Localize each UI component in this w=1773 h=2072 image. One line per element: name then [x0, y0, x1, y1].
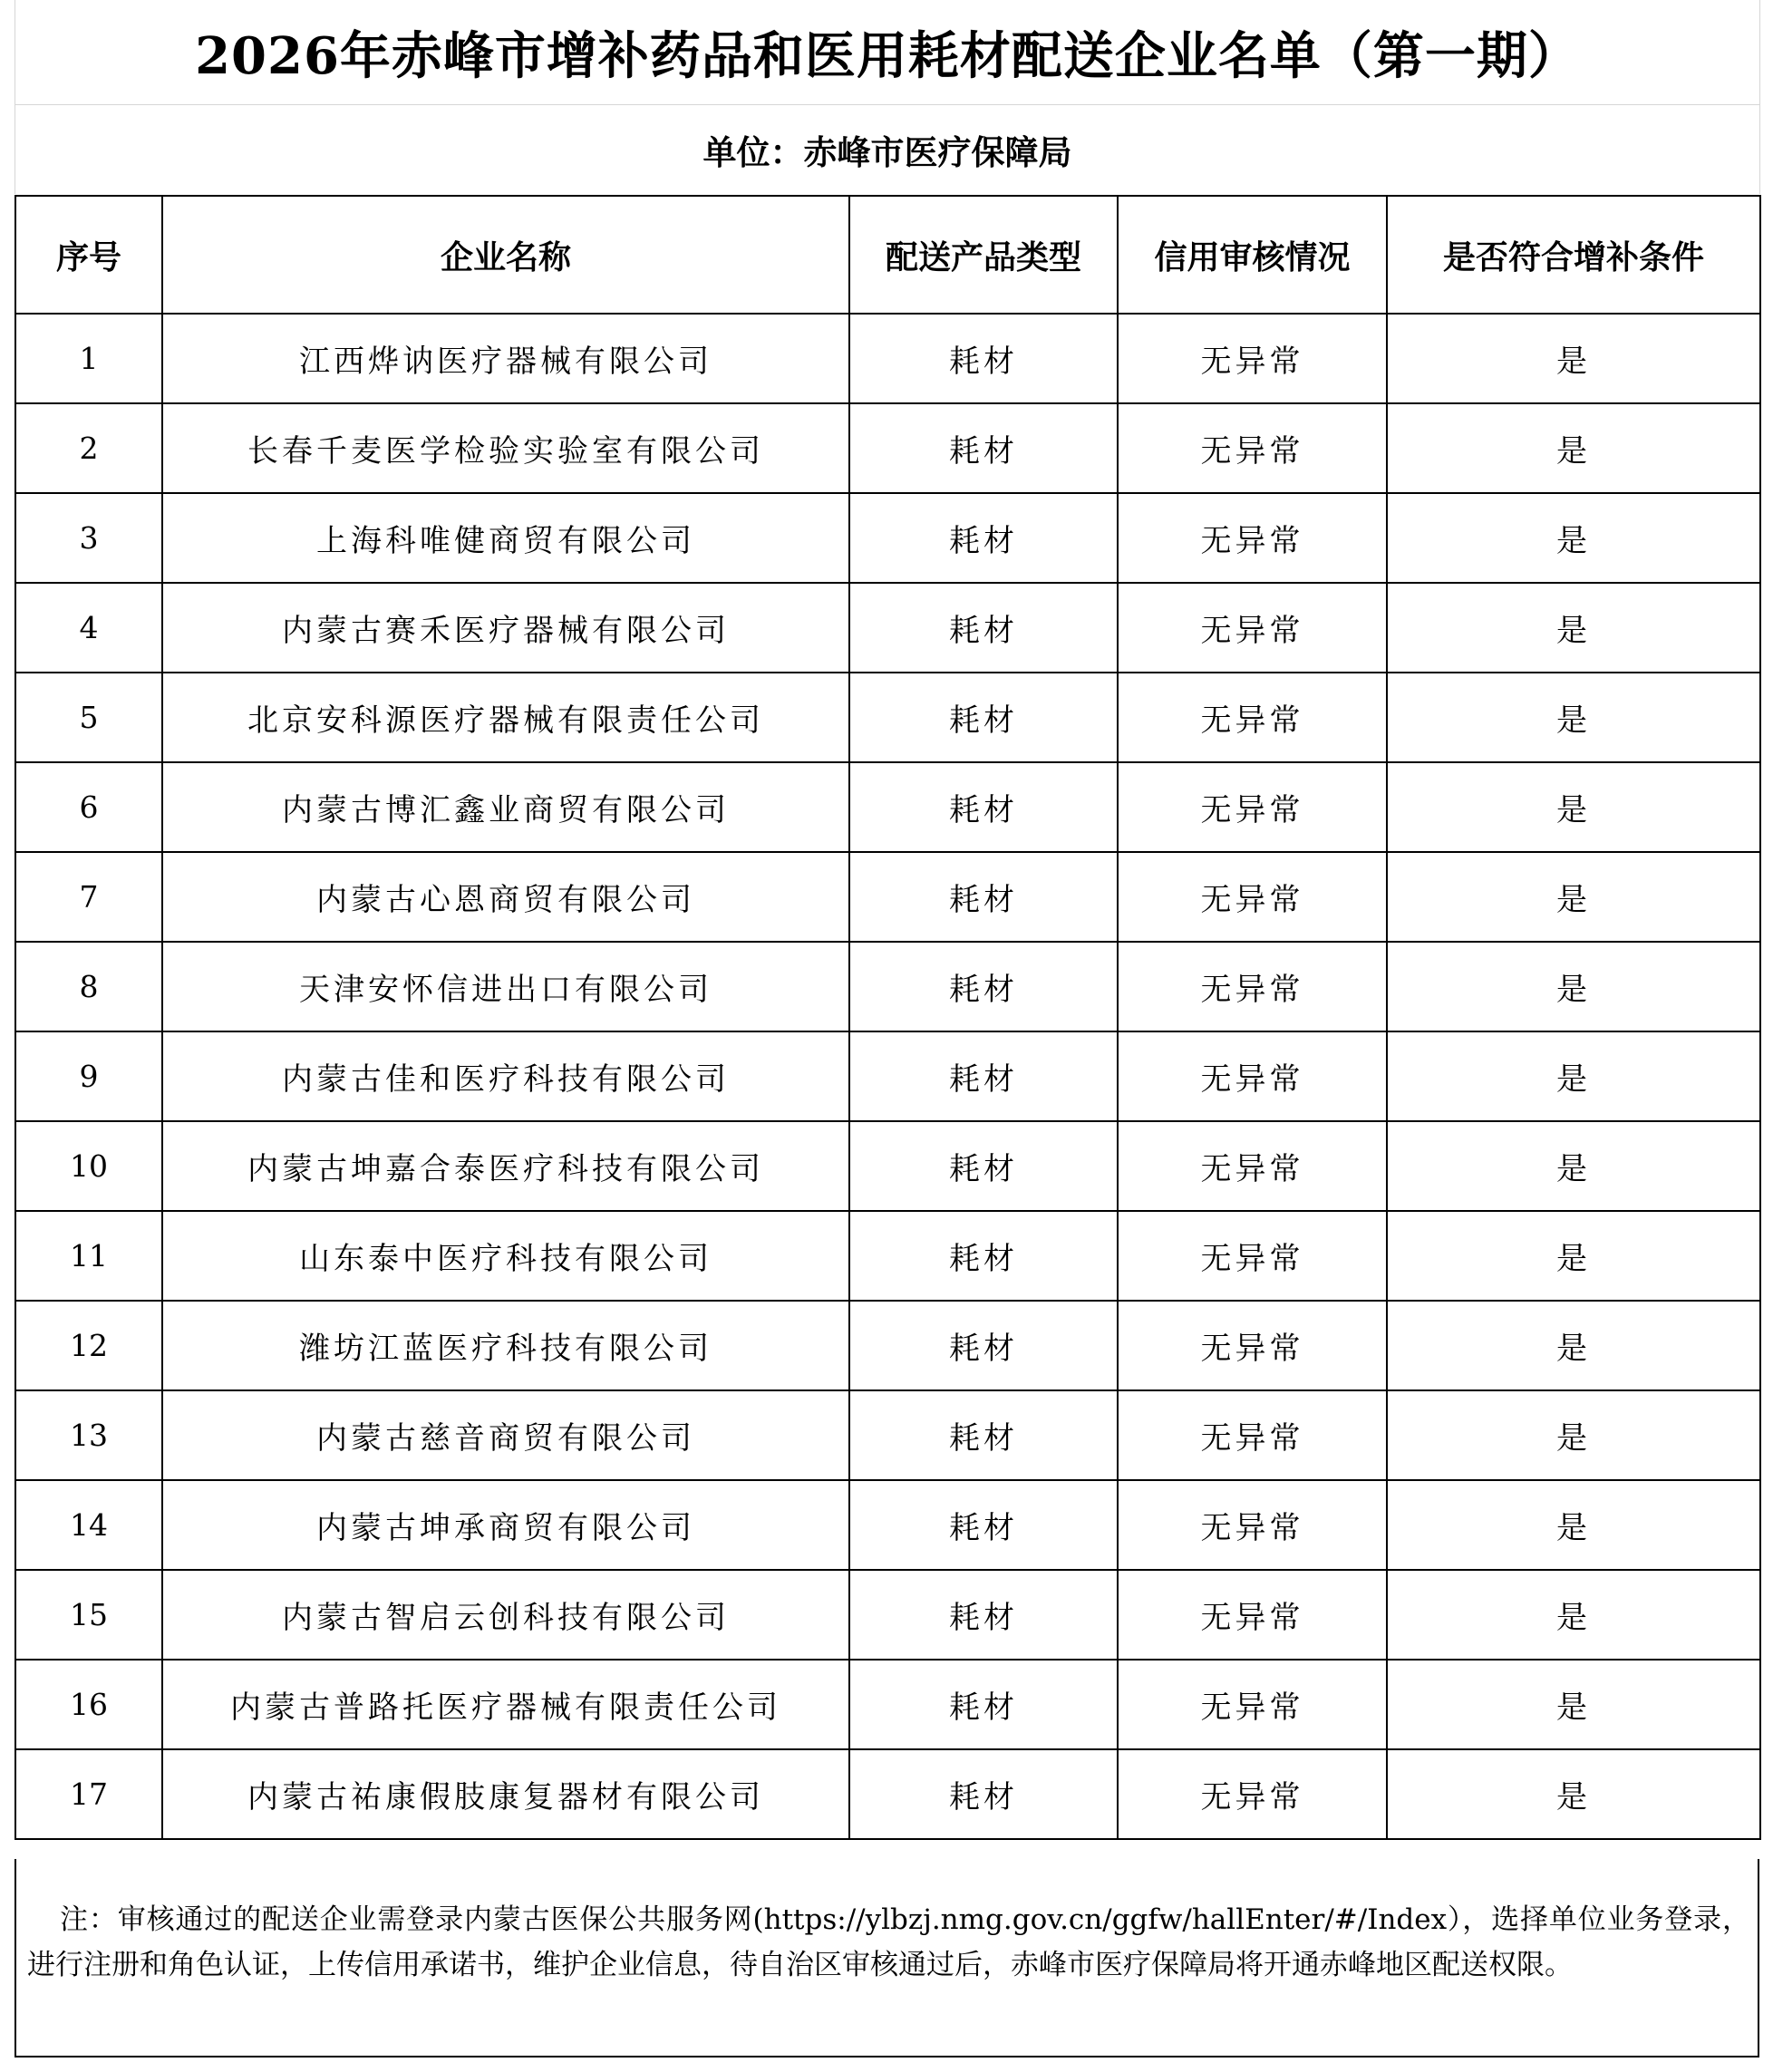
cell-product-type: 耗材 — [849, 1390, 1118, 1480]
cell-enterprise-name: 山东泰中医疗科技有限公司 — [162, 1211, 849, 1301]
cell-serial-number: 13 — [15, 1390, 162, 1480]
cell-eligibility: 是 — [1387, 1480, 1760, 1570]
cell-eligibility: 是 — [1387, 1211, 1760, 1301]
cell-eligibility: 是 — [1387, 583, 1760, 673]
cell-credit-review: 无异常 — [1118, 1031, 1387, 1121]
cell-enterprise-name: 江西烨讷医疗器械有限公司 — [162, 314, 849, 403]
header-product-type: 配送产品类型 — [849, 196, 1118, 314]
header-enterprise-name: 企业名称 — [162, 196, 849, 314]
cell-enterprise-name: 内蒙古坤嘉合泰医疗科技有限公司 — [162, 1121, 849, 1211]
cell-credit-review: 无异常 — [1118, 1301, 1387, 1390]
cell-serial-number: 15 — [15, 1570, 162, 1660]
cell-eligibility: 是 — [1387, 1660, 1760, 1749]
cell-serial-number: 2 — [15, 403, 162, 493]
cell-eligibility: 是 — [1387, 403, 1760, 493]
cell-enterprise-name: 内蒙古佳和医疗科技有限公司 — [162, 1031, 849, 1121]
cell-enterprise-name: 内蒙古赛禾医疗器械有限公司 — [162, 583, 849, 673]
table-row — [15, 1031, 1760, 1121]
cell-product-type: 耗材 — [849, 1660, 1118, 1749]
cell-credit-review: 无异常 — [1118, 583, 1387, 673]
cell-eligibility: 是 — [1387, 1749, 1760, 1839]
cell-eligibility: 是 — [1387, 673, 1760, 762]
cell-credit-review: 无异常 — [1118, 1660, 1387, 1749]
cell-eligibility: 是 — [1387, 1301, 1760, 1390]
cell-serial-number: 10 — [15, 1121, 162, 1211]
cell-eligibility: 是 — [1387, 852, 1760, 942]
cell-enterprise-name: 上海科唯健商贸有限公司 — [162, 493, 849, 583]
cell-credit-review: 无异常 — [1118, 852, 1387, 942]
table-row — [15, 1390, 1760, 1480]
table-row — [15, 673, 1760, 762]
cell-enterprise-name: 内蒙古祐康假肢康复器材有限公司 — [162, 1749, 849, 1839]
table-row — [15, 1301, 1760, 1390]
cell-product-type: 耗材 — [849, 1301, 1118, 1390]
cell-product-type: 耗材 — [849, 1749, 1118, 1839]
header-credit-review: 信用审核情况 — [1118, 196, 1387, 314]
cell-serial-number: 14 — [15, 1480, 162, 1570]
cell-serial-number: 17 — [15, 1749, 162, 1839]
cell-credit-review: 无异常 — [1118, 762, 1387, 852]
cell-credit-review: 无异常 — [1118, 403, 1387, 493]
cell-enterprise-name: 天津安怀信进出口有限公司 — [162, 942, 849, 1031]
cell-eligibility: 是 — [1387, 493, 1760, 583]
cell-eligibility: 是 — [1387, 762, 1760, 852]
cell-serial-number: 8 — [15, 942, 162, 1031]
cell-credit-review: 无异常 — [1118, 1211, 1387, 1301]
cell-enterprise-name: 长春千麦医学检验实验室有限公司 — [162, 403, 849, 493]
cell-serial-number: 12 — [15, 1301, 162, 1390]
cell-eligibility: 是 — [1387, 1390, 1760, 1480]
cell-product-type: 耗材 — [849, 762, 1118, 852]
table-row — [15, 1480, 1760, 1570]
cell-product-type: 耗材 — [849, 673, 1118, 762]
cell-serial-number: 11 — [15, 1211, 162, 1301]
table-row — [15, 942, 1760, 1031]
cell-serial-number: 3 — [15, 493, 162, 583]
cell-serial-number: 1 — [15, 314, 162, 403]
issuing-unit: 单位：赤峰市医疗保障局 — [15, 105, 1760, 194]
cell-eligibility: 是 — [1387, 1570, 1760, 1660]
cell-product-type: 耗材 — [849, 314, 1118, 403]
table-row — [15, 403, 1760, 493]
cell-product-type: 耗材 — [849, 1480, 1118, 1570]
table-row — [15, 1211, 1760, 1301]
cell-credit-review: 无异常 — [1118, 1570, 1387, 1660]
cell-serial-number: 7 — [15, 852, 162, 942]
cell-product-type: 耗材 — [849, 493, 1118, 583]
cell-credit-review: 无异常 — [1118, 942, 1387, 1031]
table-row — [15, 852, 1760, 942]
cell-product-type: 耗材 — [849, 1570, 1118, 1660]
cell-credit-review: 无异常 — [1118, 1749, 1387, 1839]
cell-product-type: 耗材 — [849, 1211, 1118, 1301]
cell-eligibility: 是 — [1387, 1121, 1760, 1211]
cell-credit-review: 无异常 — [1118, 1390, 1387, 1480]
table-row — [15, 583, 1760, 673]
cell-enterprise-name: 北京安科源医疗器械有限责任公司 — [162, 673, 849, 762]
cell-credit-review: 无异常 — [1118, 493, 1387, 583]
cell-product-type: 耗材 — [849, 403, 1118, 493]
table-row — [15, 1121, 1760, 1211]
cell-enterprise-name: 内蒙古智启云创科技有限公司 — [162, 1570, 849, 1660]
cell-serial-number: 16 — [15, 1660, 162, 1749]
cell-enterprise-name: 内蒙古坤承商贸有限公司 — [162, 1480, 849, 1570]
cell-serial-number: 5 — [15, 673, 162, 762]
footnote: 注：审核通过的配送企业需登录内蒙古医保公共服务网(https://ylbzj.nmg.gov.cn/ggfw/hallEnter/#/Index），选择单位业务登录，进行注册和角色认证，上传信用承诺书，维护企业信息，待自治区审核通过后，赤峰市医疗保障局将开通赤峰地区配送权限。 — [15, 1859, 1759, 2057]
cell-product-type: 耗材 — [849, 1031, 1118, 1121]
cell-product-type: 耗材 — [849, 942, 1118, 1031]
cell-enterprise-name: 内蒙古博汇鑫业商贸有限公司 — [162, 762, 849, 852]
enterprise-table — [15, 195, 1761, 1840]
cell-credit-review: 无异常 — [1118, 673, 1387, 762]
cell-product-type: 耗材 — [849, 852, 1118, 942]
table-row — [15, 1749, 1760, 1839]
cell-serial-number: 9 — [15, 1031, 162, 1121]
cell-product-type: 耗材 — [849, 583, 1118, 673]
cell-enterprise-name: 内蒙古慈音商贸有限公司 — [162, 1390, 849, 1480]
cell-credit-review: 无异常 — [1118, 1121, 1387, 1211]
cell-eligibility: 是 — [1387, 314, 1760, 403]
cell-enterprise-name: 潍坊江蓝医疗科技有限公司 — [162, 1301, 849, 1390]
table-body — [15, 314, 1760, 1839]
document-title: 2026年赤峰市增补药品和医用耗材配送企业名单（第一期） — [15, 0, 1760, 105]
table-row — [15, 1660, 1760, 1749]
header-serial-number: 序号 — [15, 196, 162, 314]
header-row — [15, 196, 1760, 314]
cell-enterprise-name: 内蒙古普路托医疗器械有限责任公司 — [162, 1660, 849, 1749]
cell-credit-review: 无异常 — [1118, 1480, 1387, 1570]
cell-eligibility: 是 — [1387, 1031, 1760, 1121]
table-row — [15, 762, 1760, 852]
cell-enterprise-name: 内蒙古心恩商贸有限公司 — [162, 852, 849, 942]
cell-eligibility: 是 — [1387, 942, 1760, 1031]
table-row — [15, 493, 1760, 583]
table-header — [15, 196, 1760, 314]
cell-credit-review: 无异常 — [1118, 314, 1387, 403]
table-row — [15, 314, 1760, 403]
cell-serial-number: 6 — [15, 762, 162, 852]
table-row — [15, 1570, 1760, 1660]
header-eligibility: 是否符合增补条件 — [1387, 196, 1760, 314]
cell-product-type: 耗材 — [849, 1121, 1118, 1211]
cell-serial-number: 4 — [15, 583, 162, 673]
